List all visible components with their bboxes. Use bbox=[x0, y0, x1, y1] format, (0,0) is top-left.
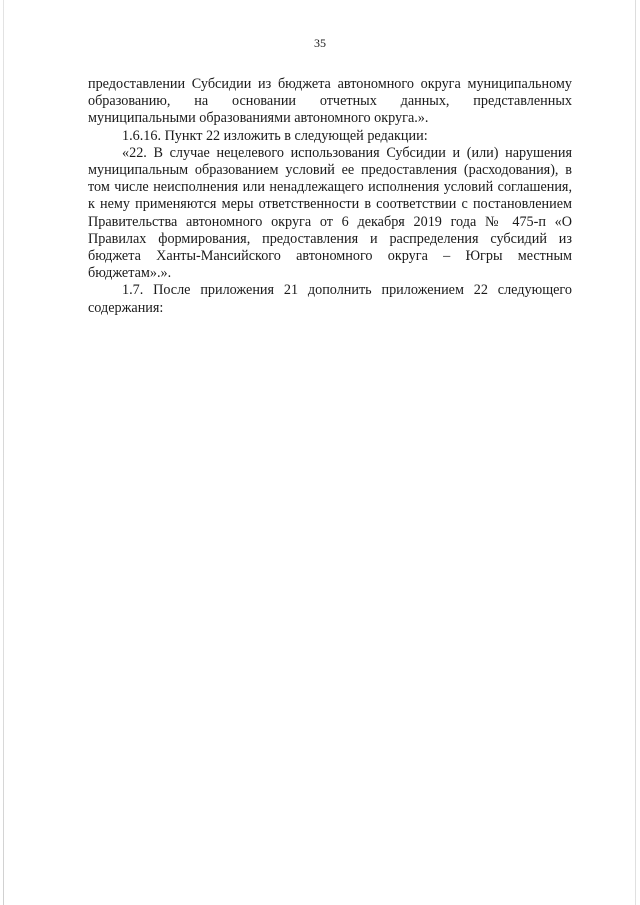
document-body bbox=[88, 76, 572, 317]
page-number: 35 bbox=[314, 36, 326, 50]
paragraph-item-1-6-16: 1.6.16. Пункт 22 изложить в следующей редакции: bbox=[122, 127, 428, 144]
paragraph-continuation: предоставлении Субсидии из бюджета автономного округа муниципальному образованию, на основании отчетных данных, представленных муниципальными образованиями автономного округа.». bbox=[88, 76, 572, 127]
scan-edge-right bbox=[635, 0, 636, 905]
paragraph-clause-22: «22. В случае нецелевого использования Субсидии и (или) нарушения муниципальным образованием условий ее предоставления (расходования), в том числе неисполнения или ненадлежащего исполнения условий соглашения, к нему применяются меры ответственности в соответствии с постановлением Правительства автономного округа от 6 декабря 2019 года № 475-п «О Правилах формирования, предоставления и распределения субсидий из бюджета Ханты-Мансийского автономного округа – Югры местным бюджетам».». bbox=[88, 144, 572, 282]
paragraph-item-1-7: 1.7. После приложения 21 дополнить приложением 22 следующего содержания: bbox=[88, 282, 572, 316]
scan-edge-left bbox=[3, 0, 4, 905]
